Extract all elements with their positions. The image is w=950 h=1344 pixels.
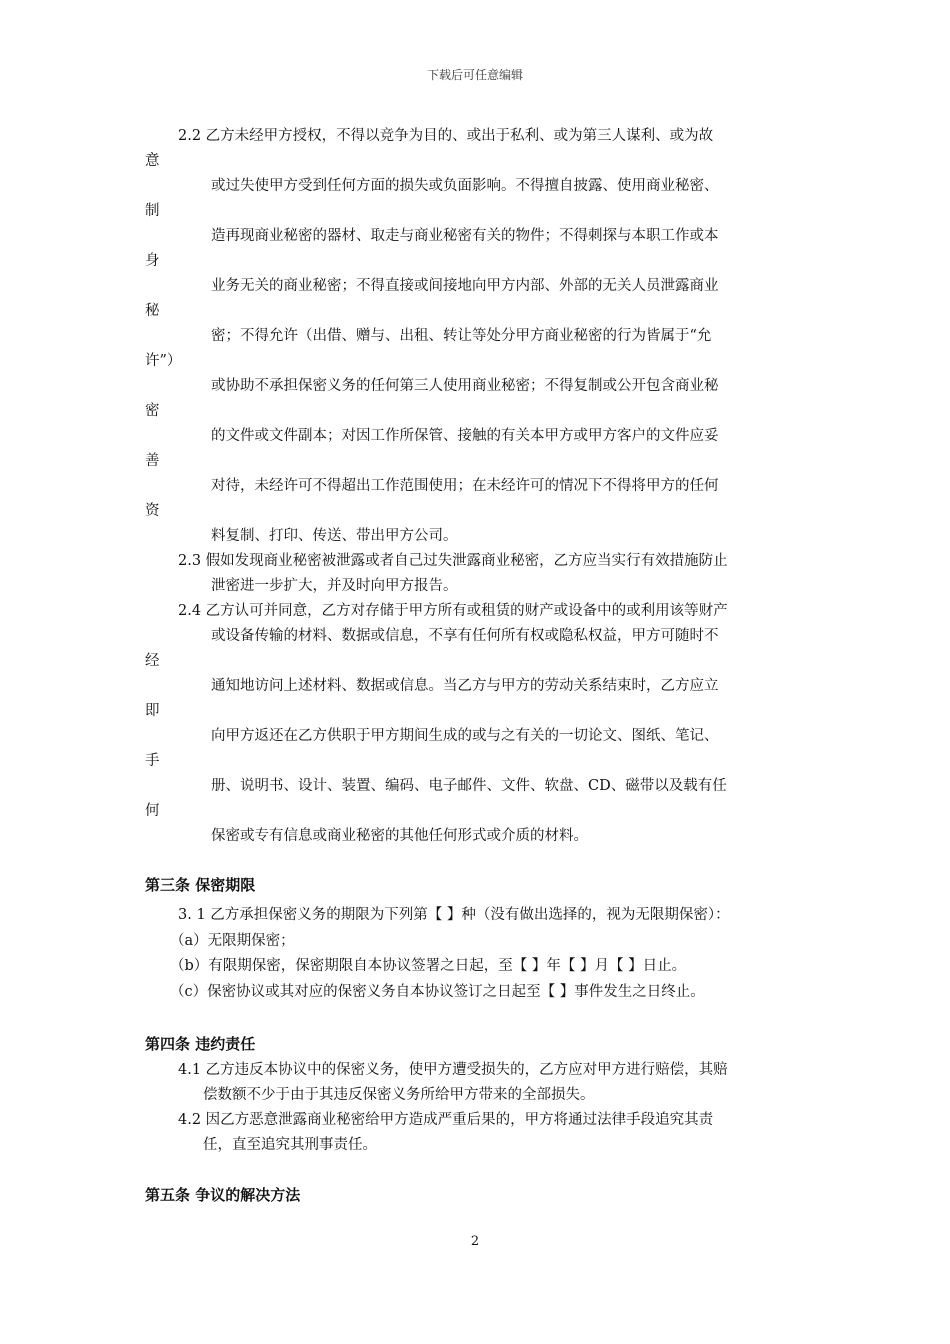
page-number: 2 (470, 1234, 480, 1249)
text-line: （b）有限期保密，保密期限自本协议签署之日起，至【 】年【 】月【 】日止。 (170, 958, 687, 974)
text-line: 任，直至追究其刑事责任。 (203, 1137, 377, 1153)
text-line: 何 (145, 803, 160, 819)
text-line: 密 (145, 403, 160, 419)
text-line: 册、说明书、设计、装置、编码、电子邮件、文件、软盘、CD、磁带以及载有任 (211, 778, 727, 794)
text-line: 手 (145, 753, 160, 769)
text-line: 料复制、打印、传送、带出甲方公司。 (211, 528, 458, 544)
text-line: 经 (145, 653, 160, 669)
text-line: 秘 (145, 303, 160, 319)
text-line: 向甲方返还在乙方供职于甲方期间生成的或与之有关的一切论文、图纸、笔记、 (211, 728, 719, 744)
text-line: 2.2 乙方未经甲方授权，不得以竞争为目的、或出于私利、或为第三人谋利、或为故 (178, 128, 714, 144)
text-line: 2.4 乙方认可并同意，乙方对存储于甲方所有或租赁的财产或设备中的或利用该等财产 (178, 603, 728, 619)
text-line: 意 (145, 153, 160, 169)
text-line: 保密或专有信息或商业秘密的其他任何形式或介质的材料。 (211, 828, 588, 844)
page-header: 下载后可任意编辑 (426, 68, 523, 82)
text-line: 造再现商业秘密的器材、取走与商业秘密有关的物件；不得刺探与本职工作或本 (211, 228, 719, 244)
section-heading: 第三条 保密期限 (145, 876, 256, 894)
section-heading: 第五条 争议的解决方法 (145, 1186, 301, 1204)
text-line: 即 (145, 703, 160, 719)
text-line: 业务无关的商业秘密；不得直接或间接地向甲方内部、外部的无关人员泄露商业 (211, 278, 719, 294)
text-line: 许”） (145, 353, 182, 369)
text-line: 通知地访问上述材料、数据或信息。当乙方与甲方的劳动关系结束时，乙方应立 (211, 678, 719, 694)
text-line: 泄密进一步扩大，并及时向甲方报告。 (211, 578, 458, 594)
text-line: 偿数额不少于由于其违反保密义务所给甲方带来的全部损失。 (203, 1087, 595, 1103)
text-line: 2.3 假如发现商业秘密被泄露或者自己过失泄露商业秘密，乙方应当实行有效措施防止 (178, 553, 728, 569)
section-heading: 第四条 违约责任 (145, 1035, 256, 1053)
text-line: 或设备传输的材料、数据或信息，不享有任何所有权或隐私权益，甲方可随时不 (211, 628, 719, 644)
text-line: 或过失使甲方受到任何方面的损失或负面影响。不得擅自披露、使用商业秘密、 (211, 178, 719, 194)
text-line: 密；不得允许（出借、赠与、出租、转让等处分甲方商业秘密的行为皆属于“允 (211, 328, 712, 344)
text-line: 资 (145, 503, 160, 519)
text-line: （c）保密协议或其对应的保密义务自本协议签订之日起至【 】事件发生之日终止。 (170, 984, 705, 1000)
text-line: 的文件或文件副本；对因工作所保管、接触的有关本甲方或甲方客户的文件应妥 (211, 428, 719, 444)
text-line: 3. 1 乙方承担保密义务的期限为下列第【 】种（没有做出选择的，视为无限期保密）： (178, 907, 730, 923)
text-line: 4.2 因乙方恶意泄露商业秘密给甲方造成严重后果的，甲方将通过法律手段追究其责 (178, 1112, 714, 1128)
text-line: 4.1 乙方违反本协议中的保密义务，使甲方遭受损失的，乙方应对甲方进行赔偿，其赔 (178, 1062, 728, 1078)
text-line: 善 (145, 453, 160, 469)
text-line: 身 (145, 253, 160, 269)
text-line: 对待，未经许可不得超出工作范围使用；在未经许可的情况下不得将甲方的任何 (211, 478, 719, 494)
text-line: （a）无限期保密； (170, 933, 295, 949)
text-line: 制 (145, 203, 160, 219)
text-line: 或协助不承担保密义务的任何第三人使用商业秘密；不得复制或公开包含商业秘 (211, 378, 719, 394)
